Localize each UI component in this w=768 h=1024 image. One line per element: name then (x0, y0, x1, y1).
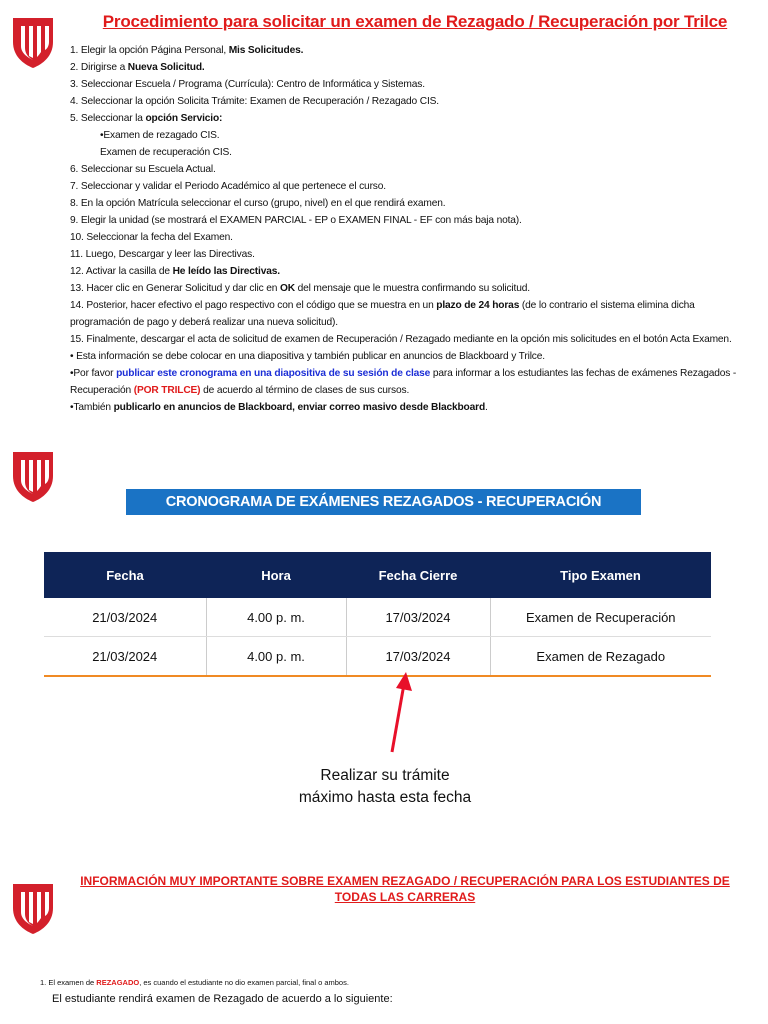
table-header-row (44, 552, 711, 598)
column-header: Fecha Cierre (346, 552, 490, 598)
step-3: 3. Seleccionar Escuela / Programa (Currícula): Centro de Informática y Sistemas. (70, 79, 425, 90)
table-cell: 4.00 p. m. (206, 598, 346, 637)
table-row (44, 598, 711, 637)
procedure-steps (70, 42, 750, 416)
note-cronograma: •Por favor publicar este cronograma en una diapositiva de su sesión de clase para informar a los estudiantes las fechas de exámenes Rezagados - (70, 368, 737, 379)
step-6: 6. Seleccionar su Escuela Actual. (70, 164, 216, 175)
table-cell: Examen de Recuperación (490, 598, 711, 637)
step-8: 8. En la opción Matrícula seleccionar el curso (grupo, nivel) en el que rendirá examen. (70, 198, 446, 209)
step-14-continued: programación de pago y deberá realizar una nueva solicitud). (70, 317, 338, 328)
table-cell: 21/03/2024 (44, 637, 206, 677)
step-15: 15. Finalmente, descargar el acta de solicitud de examen de Recuperación / Rezagado mediante en la opción mis solicitudes en el botón Acta Examen. (70, 334, 732, 345)
table-cell: Examen de Rezagado (490, 637, 711, 677)
table-cell: 17/03/2024 (346, 598, 490, 637)
university-logo (9, 14, 57, 70)
column-header: Tipo Examen (490, 552, 711, 598)
step-2: 2. Dirigirse a Nueva Solicitud. (70, 62, 205, 73)
deadline-note (240, 765, 530, 809)
rezagado-rule-intro: El estudiante rendirá examen de Rezagado de acuerdo a lo siguiente: (52, 993, 393, 1005)
step-9: 9. Elegir la unidad (se mostrará el EXAMEN PARCIAL - EP o EXAMEN FINAL - EF con más baja nota). (70, 215, 522, 226)
table-cell: 4.00 p. m. (206, 637, 346, 677)
university-logo (9, 448, 57, 504)
step-5: 5. Seleccionar la opción Servicio: (70, 113, 223, 124)
note-blackboard: •También publicarlo en anuncios de Blackboard, enviar correo masivo desde Blackboard. (70, 402, 488, 413)
step-7: 7. Seleccionar y validar el Periodo Académico al que pertenece el curso. (70, 181, 386, 192)
deadline-note-line: Realizar su trámite (320, 767, 450, 784)
schedule-banner: CRONOGRAMA DE EXÁMENES REZAGADOS - RECUPERACIÓN (126, 489, 641, 515)
table-row (44, 637, 711, 677)
important-info-title (80, 873, 730, 905)
step-14: 14. Posterior, hacer efectivo el pago respectivo con el código que se muestra en un plazo de 24 horas (de lo contrario el sistema elimina dicha (70, 300, 695, 311)
step-10: 10. Seleccionar la fecha del Examen. (70, 232, 233, 243)
step-5-option-rezagado: •Examen de rezagado CIS. (100, 130, 220, 141)
table-cell: 21/03/2024 (44, 598, 206, 637)
arrow-up-icon (380, 668, 420, 754)
note-publish: • Esta información se debe colocar en una diapositiva y también publicar en anuncios de Blackboard y Trilce. (70, 351, 545, 362)
important-info-title-line: TODAS LAS CARRERAS (334, 890, 476, 904)
step-13: 13. Hacer clic en Generar Solicitud y dar clic en OK del mensaje que le muestra confirmando su solicitud. (70, 283, 530, 294)
page-title: Procedimiento para solicitar un examen de Rezagado / Recuperación por Trilce (102, 12, 728, 31)
step-12: 12. Activar la casilla de He leído las Directivas. (70, 266, 280, 277)
step-4: 4. Seleccionar la opción Solicita Trámite: Examen de Recuperación / Rezagado CIS. (70, 96, 439, 107)
step-1: 1. Elegir la opción Página Personal, Mis Solicitudes. (70, 45, 304, 56)
rezagado-definition: 1. El examen de REZAGADO, es cuando el estudiante no dio examen parcial, final o ambos. (40, 978, 349, 987)
step-5-option-recuperacion: Examen de recuperación CIS. (100, 147, 232, 158)
deadline-note-line: máximo hasta esta fecha (298, 789, 472, 806)
important-info-title-line: INFORMACIÓN MUY IMPORTANTE SOBRE EXAMEN REZAGADO / RECUPERACIÓN PARA LOS ESTUDIANTES DE (80, 874, 730, 888)
table-cell: 17/03/2024 (346, 637, 490, 677)
note-cronograma-continued: Recuperación (POR TRILCE) de acuerdo al término de clases de sus cursos. (70, 385, 410, 396)
column-header: Hora (206, 552, 346, 598)
schedule-table (44, 552, 711, 677)
step-11: 11. Luego, Descargar y leer las Directivas. (70, 249, 255, 260)
university-logo (9, 880, 57, 936)
column-header: Fecha (44, 552, 206, 598)
